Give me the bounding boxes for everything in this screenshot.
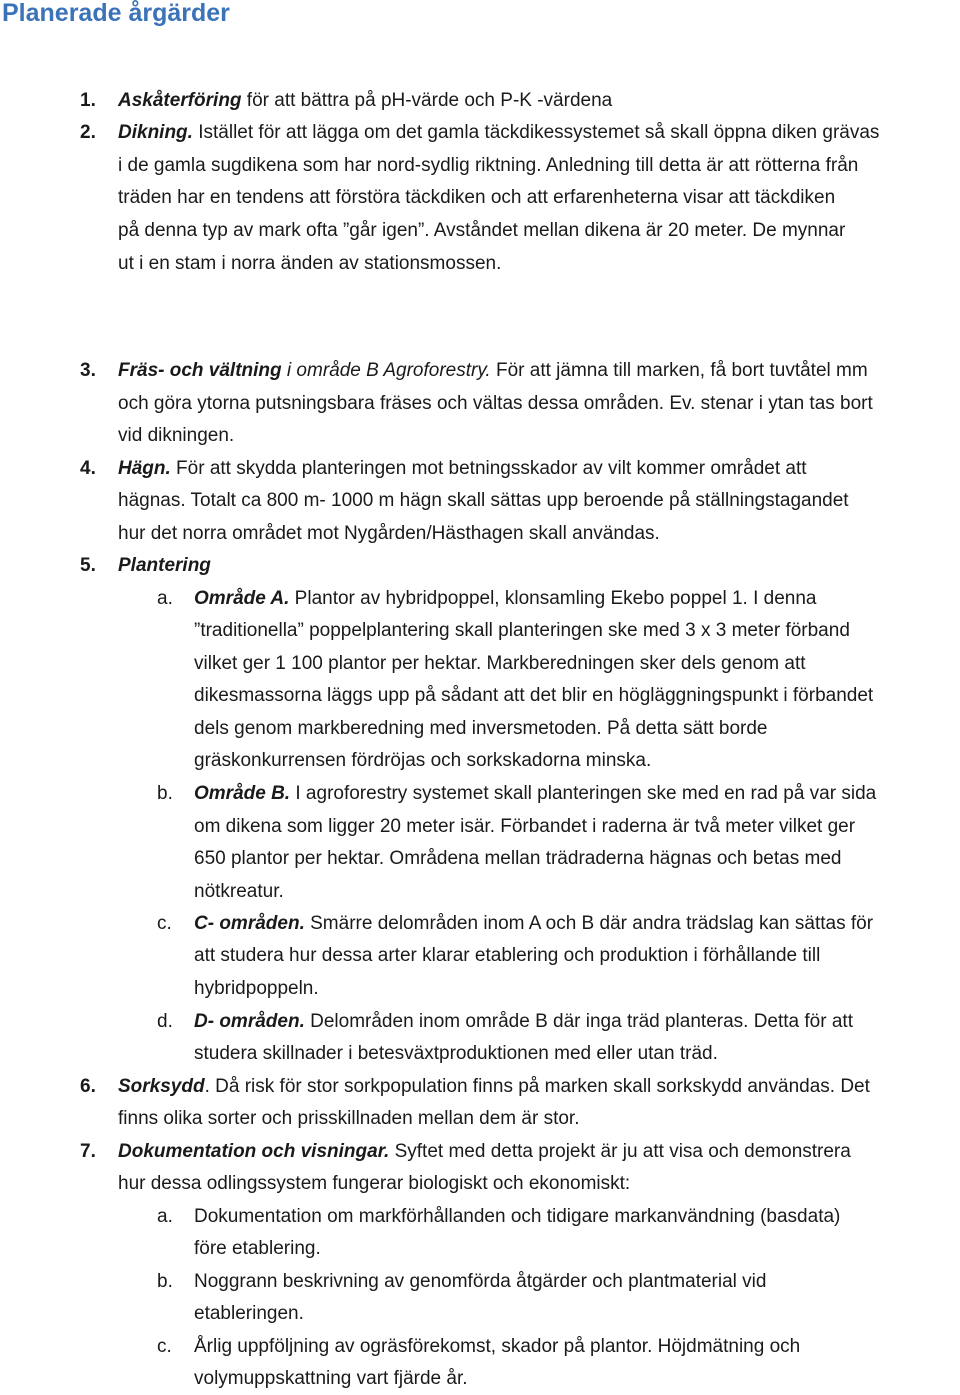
item-7-number: 7. xyxy=(80,1141,96,1162)
item-5d-letter: d. xyxy=(157,1011,173,1032)
item-5b-line-4: nötkreatur. xyxy=(194,881,284,902)
item-5a-line-5: dels genom markberedning med inversmetoden. På detta sätt borde xyxy=(194,718,768,739)
item-5b-line-1 xyxy=(194,778,876,810)
item-1-line-1 xyxy=(118,85,612,117)
item-2-number: 2. xyxy=(80,122,96,143)
item-5-line-1 xyxy=(118,550,211,582)
item-4-line-1 xyxy=(118,453,807,485)
item-6-line-1 xyxy=(118,1071,870,1103)
item-2-line-2: i de gamla sugdikena som har nord-sydlig riktning. Anledning till detta är att rötterna från xyxy=(118,155,859,176)
item-5c-heading: C- områden. xyxy=(194,913,305,934)
item-2-line-5: ut i en stam i norra änden av stationsmossen. xyxy=(118,253,502,274)
item-1-heading: Askåterföring xyxy=(118,90,242,111)
item-4-heading: Hägn. xyxy=(118,458,171,479)
item-5-heading: Plantering xyxy=(118,555,211,576)
item-6-number: 6. xyxy=(80,1076,96,1097)
item-7a-letter: a. xyxy=(157,1206,173,1227)
item-5d-heading: D- områden. xyxy=(194,1011,305,1032)
item-1-number: 1. xyxy=(80,90,96,111)
item-5a-heading: Område A. xyxy=(194,588,290,609)
item-3-heading: Fräs- och vältning xyxy=(118,360,282,381)
item-2-line-1 xyxy=(118,117,879,149)
item-3-text-1: För att jämna till marken, få bort tuvtåtel mm xyxy=(490,360,868,381)
item-5a-line-1 xyxy=(194,583,816,615)
item-2-line-3: träden har en tendens att förstöra täckdiken och att erfarenheterna visar att täckdiken xyxy=(118,187,836,208)
item-2-line-4: på denna typ av mark ofta ”går igen”. Avståndet mellan dikena är 20 meter. De mynnar xyxy=(118,220,846,241)
item-5a-line-2: ”traditionella” poppelplantering skall planteringen ske med 3 x 3 meter förband xyxy=(194,620,850,641)
item-5a-text-1: Plantor av hybridpoppel, klonsamling Ekebo poppel 1. I denna xyxy=(289,588,817,609)
item-4-text-1: För att skydda planteringen mot betningsskador av vilt kommer området att xyxy=(170,458,807,479)
item-3-heading-italic: i område B Agroforestry. xyxy=(281,360,491,381)
item-6-line-2: finns olika sorter och prisskillnaden mellan dem är stor. xyxy=(118,1108,580,1129)
item-5d-text-1: Delområden inom område B där inga träd planteras. Detta för att xyxy=(304,1011,853,1032)
item-6-text-1: . Då risk för stor sorkpopulation finns på marken skall sorkskydd användas. Det xyxy=(204,1076,870,1097)
item-7-line-2: hur dessa odlingssystem fungerar biologiskt och ekonomiskt: xyxy=(118,1173,631,1194)
item-7-heading: Dokumentation och visningar. xyxy=(118,1141,390,1162)
item-5c-line-2: att studera hur dessa arter klarar etablering och produktion i förhållande till xyxy=(194,945,821,966)
item-2-heading: Dikning. xyxy=(118,122,193,143)
item-7c-letter: c. xyxy=(157,1336,172,1357)
item-7b-line-2: etableringen. xyxy=(194,1303,304,1324)
item-5b-line-3: 650 plantor per hektar. Områdena mellan trädraderna hägnas och betas med xyxy=(194,848,842,869)
item-4-line-3: hur det norra området mot Nygården/Hästhagen skall användas. xyxy=(118,523,660,544)
item-7-text-1: Syftet med detta projekt är ju att visa och demonstrera xyxy=(389,1141,851,1162)
page-title: Planerade årgärder xyxy=(2,0,230,27)
item-5c-text-1: Smärre delområden inom A och B där andra trädslag kan sättas för xyxy=(304,913,874,934)
item-5a-line-4: dikesmassorna läggs upp på sådant att det blir en högläggningspunkt i förbandet xyxy=(194,685,874,706)
item-5a-line-3: vilket ger 1 100 plantor per hektar. Markberedningen sker dels genom att xyxy=(194,653,806,674)
item-5-number: 5. xyxy=(80,555,96,576)
item-7a-line-2: före etablering. xyxy=(194,1238,321,1259)
item-5d-line-2: studera skillnader i betesväxtproduktionen med eller utan träd. xyxy=(194,1043,718,1064)
item-7c-line-1: Årlig uppföljning av ogräsförekomst, skador på plantor. Höjdmätning och xyxy=(194,1336,801,1357)
item-1-text: för att bättra på pH-värde och P-K -värdena xyxy=(241,90,613,111)
item-5c-line-1 xyxy=(194,908,873,940)
item-5b-line-2: om dikena som ligger 20 meter isär. Förbandet i raderna är två meter vilket ger xyxy=(194,816,856,837)
item-7c-line-2: volymuppskattning vart fjärde år. xyxy=(194,1368,468,1389)
item-4-number: 4. xyxy=(80,458,96,479)
item-7a-line-1: Dokumentation om markförhållanden och tidigare markanvändning (basdata) xyxy=(194,1206,841,1227)
item-7b-letter: b. xyxy=(157,1271,173,1292)
item-5b-text-1: I agroforestry systemet skall planteringen ske med en rad på var sida xyxy=(290,783,877,804)
item-2-text-1: Istället för att lägga om det gamla täckdikessystemet så skall öppna diken grävas xyxy=(192,122,880,143)
item-5b-heading: Område B. xyxy=(194,783,291,804)
item-5d-line-1 xyxy=(194,1006,853,1038)
item-3-number: 3. xyxy=(80,360,96,381)
item-5b-letter: b. xyxy=(157,783,173,804)
item-7b-line-1: Noggrann beskrivning av genomförda åtgärder och plantmaterial vid xyxy=(194,1271,767,1292)
item-7-line-1 xyxy=(118,1136,851,1168)
item-6-heading: Sorksydd xyxy=(118,1076,205,1097)
item-4-line-2: hägnas. Totalt ca 800 m- 1000 m hägn skall sättas upp beroende på ställningstagandet xyxy=(118,490,849,511)
item-5a-line-6: gräskonkurrensen fördröjas och sorkskadorna minska. xyxy=(194,750,652,771)
item-3-line-2: och göra ytorna putsningsbara fräses och vältas dessa områden. Ev. stenar i ytan tas bort xyxy=(118,393,873,414)
item-5a-letter: a. xyxy=(157,588,173,609)
item-3-line-1 xyxy=(118,355,868,387)
item-5c-line-3: hybridpoppeln. xyxy=(194,978,319,999)
item-5c-letter: c. xyxy=(157,913,172,934)
item-3-line-3: vid dikningen. xyxy=(118,425,235,446)
